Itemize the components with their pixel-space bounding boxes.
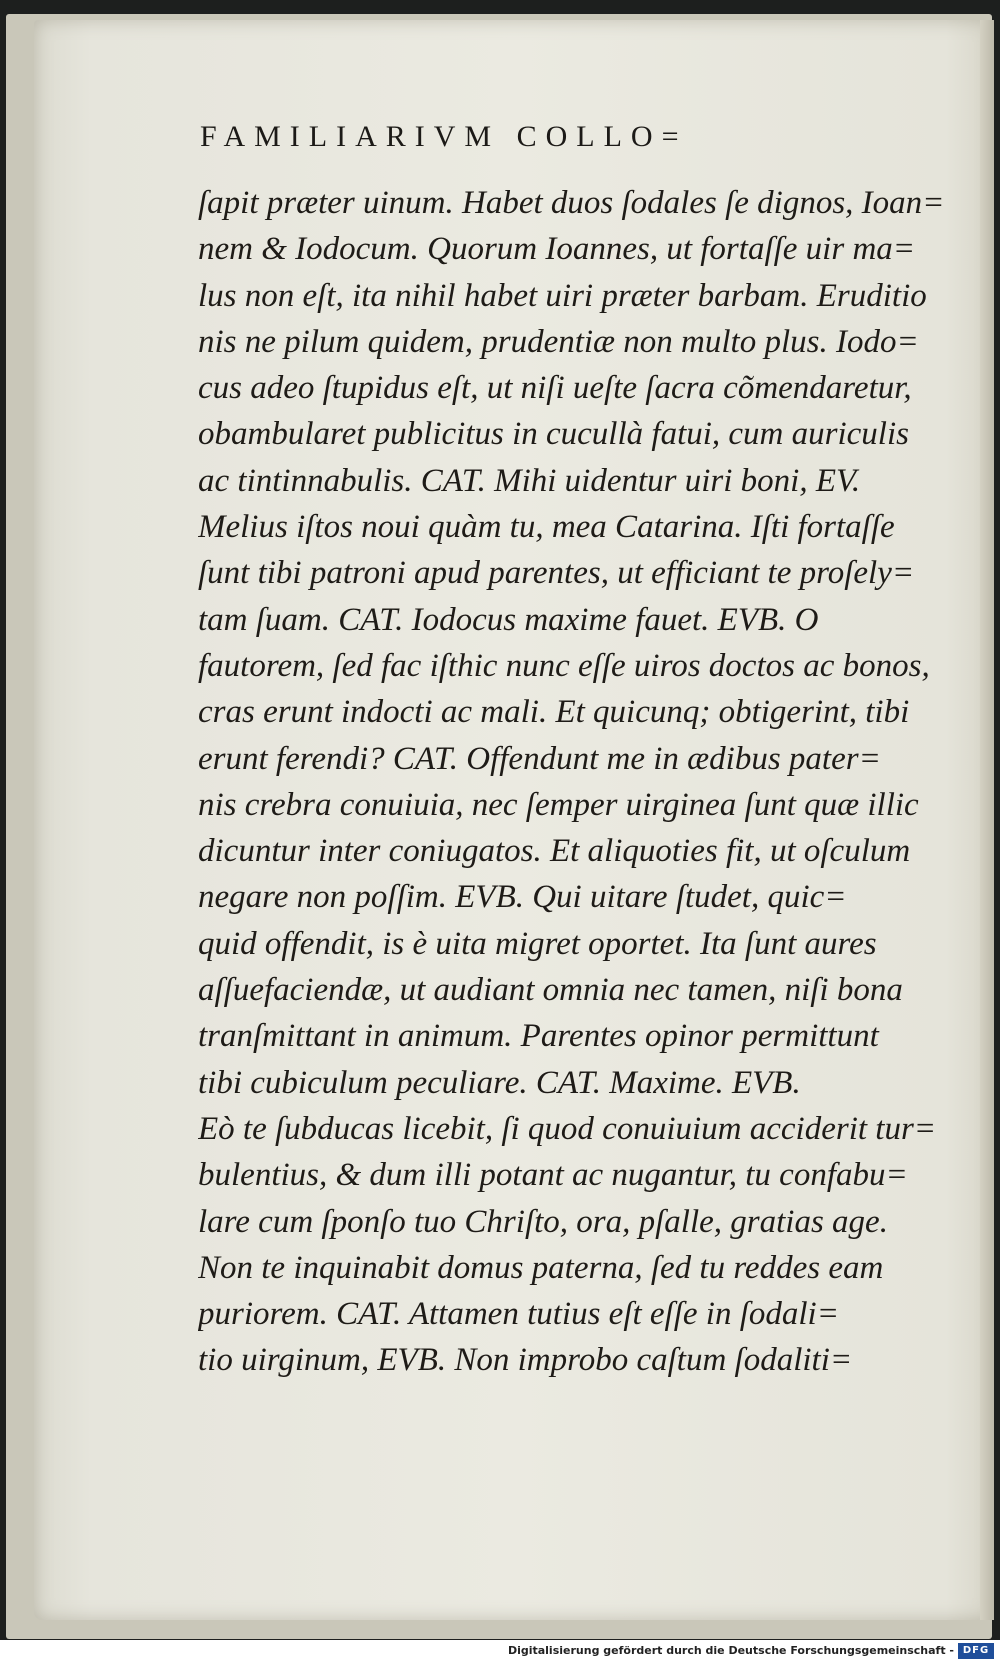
text-line: lus non eſt, ita nihil habet uiri præter barbam. Eruditio: [198, 277, 927, 314]
running-head: FAMILIARIVM COLLO=: [200, 120, 688, 153]
text-line: Eò te ſubducas licebit, ſi quod conuiuium acciderit tur=: [198, 1110, 937, 1147]
text-line: Melius iſtos noui quàm tu, mea Catarina. Iſti fortaſſe: [198, 509, 895, 546]
text-line: lare cum ſponſo tuo Chriſto, ora, pſalle, gratias age.: [198, 1203, 888, 1240]
text-line: tio uirginum, EVB. Non improbo caſtum ſodaliti=: [198, 1342, 853, 1379]
body-text: [198, 180, 950, 1384]
text-line: cus adeo ſtupidus eſt, ut niſi ueſte ſacra cõmendaretur,: [198, 370, 912, 407]
text-line: tibi cubiculum peculiare. CAT. Maxime. EVB.: [198, 1064, 801, 1101]
funding-credit: Digitalisierung gefördert durch die Deutsche Forschungsgemeinschaft -: [507, 1644, 954, 1657]
text-line: ac tintinnabulis. CAT. Mihi uidentur uiri boni, EV.: [198, 462, 861, 499]
text-line: obambularet publicitus in cucullà fatui, cum auriculis: [198, 416, 909, 453]
text-line: fautorem, ſed fac iſthic nunc eſſe uiros doctos ac bonos,: [198, 647, 930, 684]
text-line: nis ne pilum quidem, prudentiæ non multo plus. Iodo=: [198, 323, 919, 360]
text-line: quid offendit, is è uita migret oportet. Ita ſunt aures: [198, 925, 877, 962]
text-line: erunt ferendi? CAT. Offendunt me in ædibus pater=: [198, 740, 881, 777]
text-line: aſſuefaciendæ, ut audiant omnia nec tamen, niſi bona: [198, 972, 903, 1009]
text-line: ſunt tibi patroni apud parentes, ut efficiant te proſely=: [198, 555, 915, 592]
text-line: bulentius, & dum illi potant ac nugantur, tu confabu=: [198, 1157, 908, 1194]
text-line: tranſmittant in animum. Parentes opinor permittunt: [198, 1018, 879, 1055]
text-line: tam ſuam. CAT. Iodocus maxime fauet. EVB. O: [198, 601, 819, 638]
dfg-logo-icon: DFG: [958, 1643, 994, 1659]
footer-bar: [0, 1640, 1000, 1663]
text-line: Non te inquinabit domus paterna, ſed tu reddes eam: [198, 1249, 884, 1286]
text-line: negare non poſſim. EVB. Qui uitare ſtudet, quic=: [198, 879, 847, 916]
text-line: nis crebra conuiuia, nec ſemper uirginea ſunt quæ illic: [198, 786, 919, 823]
text-line: cras erunt indocti ac mali. Et quicunq; obtigerint, tibi: [198, 694, 910, 731]
text-line: nem & Iodocum. Quorum Ioannes, ut fortaſſe uir ma=: [198, 231, 916, 268]
text-line: puriorem. CAT. Attamen tutius eſt eſſe in ſodali=: [198, 1296, 839, 1333]
page-gutter-shadow: [980, 20, 994, 1620]
text-line: dicuntur inter coniugatos. Et aliquoties fit, ut oſculum: [198, 833, 911, 870]
text-line: ſapit præter uinum. Habet duos ſodales ſe dignos, Ioan=: [198, 185, 945, 221]
